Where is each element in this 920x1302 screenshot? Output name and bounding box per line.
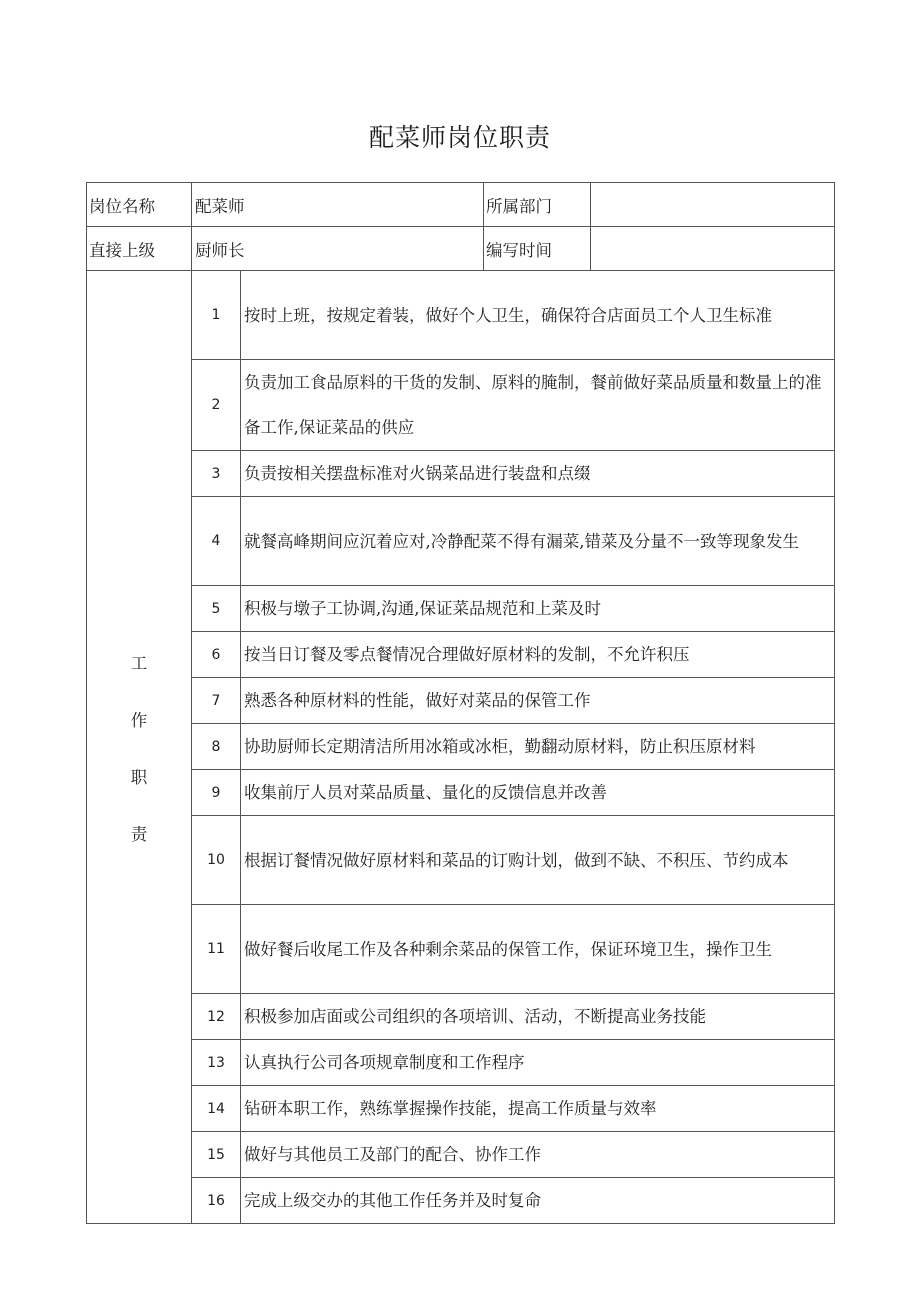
duty-number: 15	[192, 1132, 241, 1178]
duty-text: 按时上班，按规定着装，做好个人卫生，确保符合店面员工个人卫生标准	[241, 271, 835, 360]
duty-number: 16	[192, 1178, 241, 1224]
duty-number: 1	[192, 271, 241, 360]
supervisor-label: 直接上级	[87, 227, 192, 271]
duty-row	[87, 497, 835, 586]
duty-text: 协助厨师长定期清洁所用冰箱或冰柜，勤翻动原材料，防止积压原材料	[241, 724, 835, 770]
duty-row	[87, 451, 835, 497]
duty-number: 10	[192, 816, 241, 905]
duty-number: 8	[192, 724, 241, 770]
duty-row	[87, 632, 835, 678]
duty-row	[87, 360, 835, 451]
duty-text: 积极与墩子工协调,沟通,保证菜品规范和上菜及时	[241, 586, 835, 632]
duty-number: 12	[192, 994, 241, 1040]
section-label-char: 责	[130, 824, 148, 844]
department-label: 所属部门	[484, 183, 591, 227]
date-label: 编写时间	[484, 227, 591, 271]
section-label-char: 工	[130, 653, 148, 673]
duty-number: 4	[192, 497, 241, 586]
duty-row	[87, 770, 835, 816]
duty-text: 做好与其他员工及部门的配合、协作工作	[241, 1132, 835, 1178]
duty-row	[87, 816, 835, 905]
supervisor-value: 厨师长	[192, 227, 484, 271]
duty-row	[87, 678, 835, 724]
header-row-position	[87, 183, 835, 227]
duty-text: 就餐高峰期间应沉着应对,冷静配菜不得有漏菜,错菜及分量不一致等现象发生	[241, 497, 835, 586]
duty-number: 7	[192, 678, 241, 724]
duty-row	[87, 271, 835, 360]
duty-text: 按当日订餐及零点餐情况合理做好原材料的发制，不允许积压	[241, 632, 835, 678]
page-title: 配菜师岗位职责	[368, 123, 551, 152]
position-name-label: 岗位名称	[87, 183, 192, 227]
duty-table	[86, 182, 835, 1224]
duty-text: 认真执行公司各项规章制度和工作程序	[241, 1040, 835, 1086]
duty-number: 9	[192, 770, 241, 816]
duty-text: 收集前厅人员对菜品质量、量化的反馈信息并改善	[241, 770, 835, 816]
duty-row	[87, 905, 835, 994]
duty-number: 5	[192, 586, 241, 632]
section-label-char: 作	[130, 710, 148, 730]
duty-row	[87, 994, 835, 1040]
duty-text: 负责按相关摆盘标准对火锅菜品进行装盘和点缀	[241, 451, 835, 497]
duty-text: 做好餐后收尾工作及各种剩余菜品的保管工作，保证环境卫生，操作卫生	[241, 905, 835, 994]
duty-number: 14	[192, 1086, 241, 1132]
duty-row	[87, 724, 835, 770]
duty-text: 钻研本职工作，熟练掌握操作技能，提高工作质量与效率	[241, 1086, 835, 1132]
duty-number: 2	[192, 360, 241, 451]
department-value	[591, 183, 835, 227]
duty-number: 3	[192, 451, 241, 497]
duty-row	[87, 1086, 835, 1132]
duty-text: 熟悉各种原材料的性能，做好对菜品的保管工作	[241, 678, 835, 724]
duty-text: 根据订餐情况做好原材料和菜品的订购计划，做到不缺、不积压、节约成本	[241, 816, 835, 905]
duty-number: 6	[192, 632, 241, 678]
duty-number: 13	[192, 1040, 241, 1086]
duty-number: 11	[192, 905, 241, 994]
date-value	[591, 227, 835, 271]
duty-text: 积极参加店面或公司组织的各项培训、活动，不断提高业务技能	[241, 994, 835, 1040]
duty-text: 负责加工食品原料的干货的发制、原料的腌制，餐前做好菜品质量和数量上的准备工作,保证菜品的供应	[241, 360, 835, 451]
duty-row	[87, 1178, 835, 1224]
duty-row	[87, 1132, 835, 1178]
duty-text: 完成上级交办的其他工作任务并及时复命	[241, 1178, 835, 1224]
position-name-value: 配菜师	[192, 183, 484, 227]
duty-row	[87, 586, 835, 632]
duty-row	[87, 1040, 835, 1086]
section-label-char: 职	[130, 767, 148, 787]
section-label-cell	[87, 271, 192, 1224]
header-row-supervisor	[87, 227, 835, 271]
